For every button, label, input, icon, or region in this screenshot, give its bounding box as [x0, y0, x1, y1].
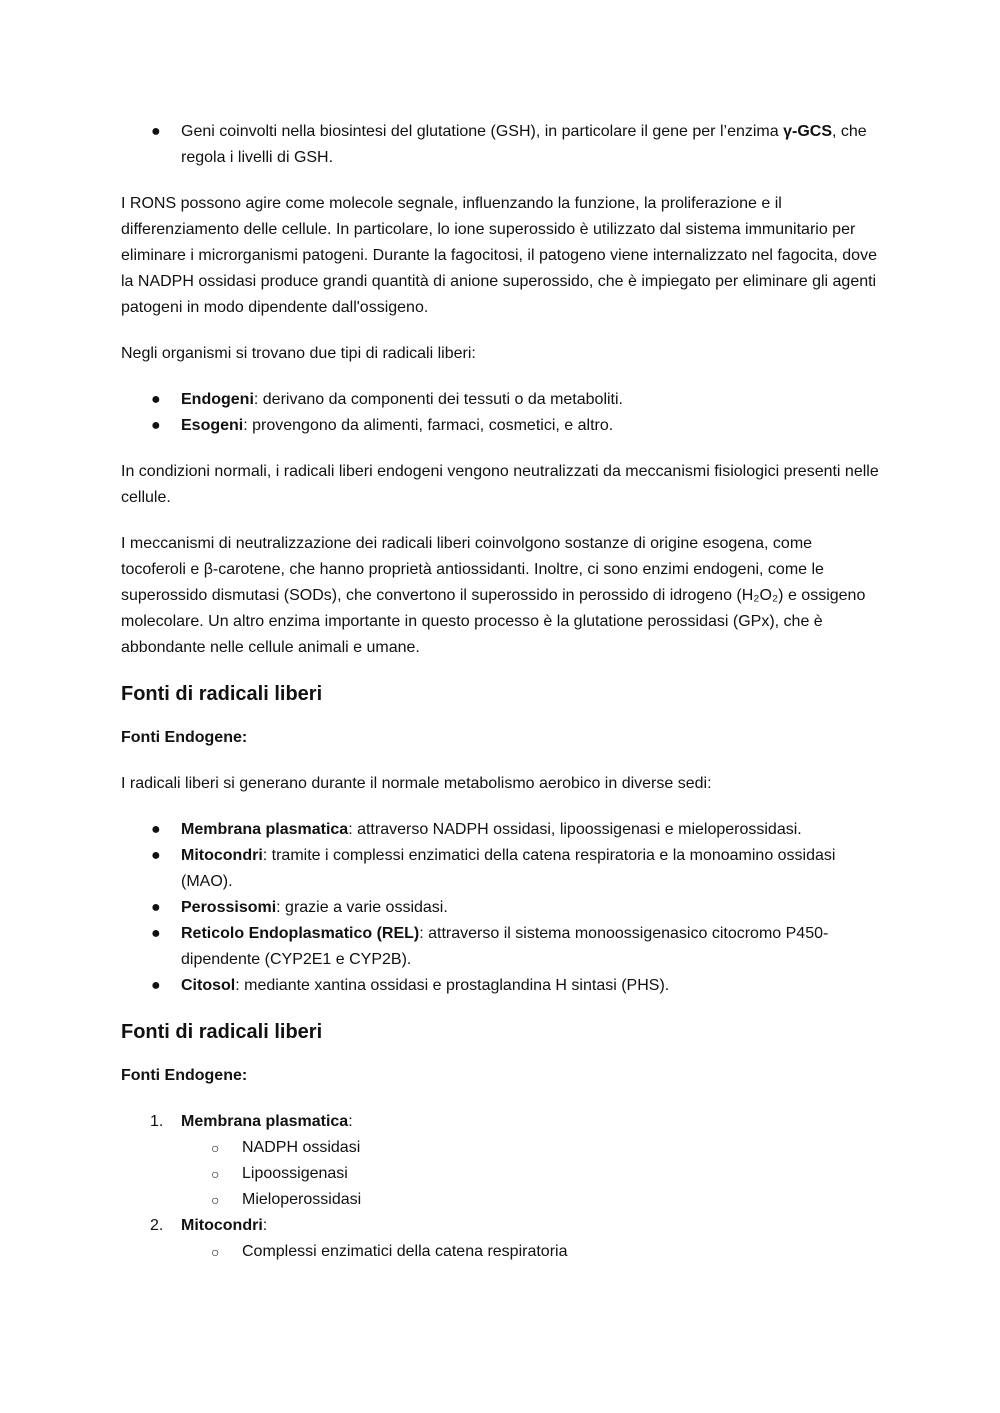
bold-term: Membrana plasmatica	[181, 821, 349, 838]
item-desc: : derivano da componenti dei tessuti o da metaboliti.	[253, 391, 623, 408]
list-item	[121, 973, 881, 999]
numbered-item	[121, 1109, 881, 1213]
sub-list	[181, 1135, 881, 1213]
sub-item-text: Mieloperossidasi	[242, 1191, 362, 1208]
list-item	[121, 817, 881, 843]
item-desc: : provengono da alimenti, farmaci, cosmetici, e altro.	[243, 417, 614, 434]
paragraph-normal: In condizioni normali, i radicali liberi endogeni vengono neutralizzati da meccanismi fisiologici presenti nelle cellule.	[121, 463, 879, 506]
bold-term: Membrana plasmatica	[181, 1113, 349, 1130]
item-colon: :	[262, 1217, 268, 1234]
list-item	[121, 413, 881, 439]
bold-term: Mitocondri	[181, 1217, 263, 1234]
list-item	[121, 119, 881, 171]
sub-list-item	[181, 1187, 881, 1213]
bullet-icon: ●	[151, 821, 161, 838]
circle-bullet-icon: ○	[211, 1166, 220, 1182]
circle-bullet-icon: ○	[211, 1140, 220, 1156]
section-subheading: Fonti Endogene:	[121, 729, 248, 746]
circle-bullet-icon: ○	[211, 1244, 220, 1260]
sources-list	[121, 817, 881, 999]
circle-bullet-icon: ○	[211, 1192, 220, 1208]
section-heading: Fonti di radicali liberi	[121, 1021, 323, 1043]
item-desc: : tramite i complessi enzimatici della catena respiratoria e la monoamino ossidasi (MAO).	[181, 847, 836, 890]
numbered-sources-list	[121, 1109, 881, 1265]
bullet-icon: ●	[151, 977, 161, 994]
list-number: 2.	[150, 1217, 164, 1234]
bullet-icon: ●	[151, 899, 161, 916]
bold-term: γ-GCS	[783, 123, 832, 140]
sub-list-item	[181, 1135, 881, 1161]
list-item	[121, 843, 881, 895]
bold-term: Esogeni	[181, 417, 244, 434]
paragraph-rons: I RONS possono agire come molecole segnale, influenzando la funzione, la proliferazione e il differenziamento delle cellule. In particolare, lo ione superossido è utilizzato dal sistema immunitario per eliminare i microrganismi patogeni. Durante la fagocitosi, il patogeno viene internalizzato nel fagocita, dove la NADPH ossidasi produce grandi quantità di anione superossido, che è impiegato per eliminare gli agenti patogeni in modo dipendente dall'ossigeno.	[121, 195, 877, 316]
bullet-text: Geni coinvolti nella biosintesi del glutatione (GSH), in particolare il gene per l’enzima	[181, 123, 784, 140]
paragraph-types-intro: Negli organismi si trovano due tipi di radicali liberi:	[121, 345, 476, 362]
bold-term: Reticolo Endoplasmatico (REL)	[181, 925, 420, 942]
gene-bullet-list	[121, 119, 881, 171]
bold-term: Citosol	[181, 977, 236, 994]
bullet-icon: ●	[151, 847, 161, 864]
item-desc: : grazie a varie ossidasi.	[276, 899, 448, 916]
item-colon: :	[348, 1113, 353, 1130]
paragraph-sedi-intro: I radicali liberi si generano durante il normale metabolismo aerobico in diverse sedi:	[121, 775, 712, 792]
bold-term: Mitocondri	[181, 847, 263, 864]
sub-list	[181, 1239, 881, 1265]
list-number: 1.	[150, 1113, 164, 1130]
types-list	[121, 387, 881, 439]
sub-list-item	[181, 1239, 881, 1265]
item-desc: : mediante xantina ossidasi e prostaglandina H sintasi (PHS).	[235, 977, 670, 994]
bullet-icon: ●	[151, 925, 161, 942]
sub-item-text: Complessi enzimatici della catena respiratoria	[242, 1243, 568, 1260]
sub-item-text: Lipoossigenasi	[242, 1165, 348, 1182]
bold-term: Perossisomi	[181, 899, 277, 916]
bullet-icon: ●	[151, 417, 161, 434]
bullet-icon: ●	[151, 123, 161, 140]
bold-term: Endogeni	[181, 391, 254, 408]
numbered-item	[121, 1213, 881, 1265]
section-subheading: Fonti Endogene:	[121, 1067, 248, 1084]
document-body	[121, 119, 881, 1285]
list-item	[121, 895, 881, 921]
item-desc: : attraverso NADPH ossidasi, lipoossigenasi e mieloperossidasi.	[348, 821, 802, 838]
paragraph-mechanisms: I meccanismi di neutralizzazione dei radicali liberi coinvolgono sostanze di origine esogena, come tocoferoli e β-carotene, che hanno proprietà antiossidanti. Inoltre, ci sono enzimi endogeni, come le superossido dismutasi (SODs), che convertono il superossido in perossido di idrogeno (H₂O₂) e ossigeno molecolare. Un altro enzima importante in questo processo è la glutatione perossidasi (GPx), che è abbondante nelle cellule animali e umane.	[121, 535, 866, 656]
sub-list-item	[181, 1161, 881, 1187]
bullet-text: , che regola i livelli di GSH.	[181, 123, 867, 166]
sub-item-text: NADPH ossidasi	[242, 1139, 361, 1156]
list-item	[121, 387, 881, 413]
section-heading: Fonti di radicali liberi	[121, 683, 323, 705]
bullet-icon: ●	[151, 391, 161, 408]
list-item	[121, 921, 881, 973]
item-desc: : attraverso il sistema monoossigenasico citocromo P450-dipendente (CYP2E1 e CYP2B).	[181, 925, 829, 968]
